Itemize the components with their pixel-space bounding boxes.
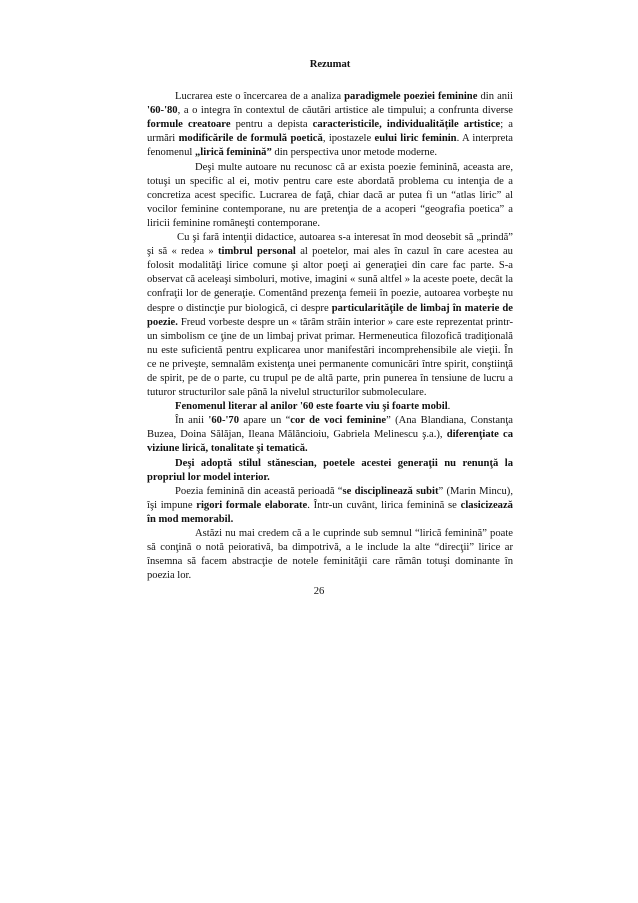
bold-run: particularităţile de limbaj în materie de poezie. bbox=[147, 302, 513, 328]
text-run: apare un “ bbox=[239, 415, 291, 427]
text-run: ; a urmări bbox=[147, 119, 513, 145]
text-run: pentru a depista bbox=[230, 119, 313, 131]
paragraph-choir bbox=[147, 414, 513, 456]
bold-run: '60-'80 bbox=[147, 105, 178, 117]
bold-run: eului liric feminin bbox=[374, 133, 457, 145]
text-run: . Într-un cuvânt, lirica feminină se bbox=[307, 499, 461, 511]
text-run: Poezia feminină din această perioadă “ bbox=[175, 485, 343, 497]
bold-run: clasicizează în mod memorabil. bbox=[147, 499, 513, 525]
bold-run: Deşi adoptă stilul stănescian, poetele acestei generaţii nu renunţă la propriul lor model interior. bbox=[147, 457, 513, 483]
text-run: Freud vorbeste despre un « tărâm străin interior » care este reprezentat printr-un simbolism ce ţine de un limbaj privat primar. Hermeneutica filozofică tradiţională nu este suficientă pentru explicarea unor manifestări incomprehensibile ale vieţii. În ce ne priveşte, semnalăm existenţa unei permanente comunicări între spirit, conştiinţă de spirit, pe de o parte, cu trupul pe de altă parte, prin punerea în tensiune de lucru a tuturor structurilor sale până la nivelul structurilor submoleculare. bbox=[147, 316, 513, 399]
bold-run: '60-'70 bbox=[208, 415, 240, 427]
text-run: , a o integra în contextul de căutări artistice ale timpului; a confrunta diverse bbox=[177, 105, 513, 117]
text-run: . bbox=[447, 401, 451, 413]
paragraph-specific bbox=[147, 161, 513, 231]
bold-run: Fenomenul literar al anilor '60 este foarte viu şi foarte mobil bbox=[175, 401, 448, 413]
bold-run: „lirică feminină” bbox=[194, 147, 272, 159]
text-run: din anii bbox=[477, 91, 513, 103]
text-run: , ipostazele bbox=[322, 133, 375, 145]
text-run: În anii bbox=[175, 415, 209, 427]
paragraph-discipline bbox=[147, 485, 513, 527]
bold-run: rigori formale elaborate bbox=[196, 499, 308, 511]
bold-run: modificările de formulă poetică bbox=[178, 133, 323, 145]
paragraph-phenomenon bbox=[147, 400, 513, 414]
text-run: . A interpreta fenomenul bbox=[147, 133, 513, 159]
text-run: Deşi multe autoare nu recunosc că ar exista poezie feminină, aceasta are, totuşi un specific al ei, motiv pentru care este abordată problema cu intenţia de a concretiza acest specific. Lucrarea de faţă, chiar dacă ar putea fi un “atlas liric” al vocilor feminine contemporane, nu are pretenţia de a acoperi “geografia poetica” a liricii feminine româneşti contemporane. bbox=[147, 161, 513, 229]
paragraph-model bbox=[147, 457, 513, 485]
paragraph-conclusion bbox=[147, 527, 513, 583]
paragraph-intro bbox=[147, 90, 513, 160]
text-run: din perspectiva unor metode moderne. bbox=[271, 147, 438, 159]
text-run: Astăzi nu mai credem că a le cuprinde sub semnul “lirică feminină” poate să conţină o notă peiorativă, ba dimpotrivă, a le include la alte “direcţii” lirice ar însemna să facem abstracţie de notele feminităţii care rămân totuşi dominante în poezia lor. bbox=[147, 528, 513, 582]
text-run: Cu şi fară intenţii didactice, autoarea s-a interesat în mod deosebit să „prindă” şi să « redea » bbox=[147, 232, 513, 258]
bold-run: cor de voci feminine bbox=[290, 415, 387, 427]
text-run: ” (Ana Blandiana, Constanţa Buzea, Doina Sălăjan, Ileana Mălăncioiu, Gabriela Melinescu ş.a.), bbox=[147, 415, 513, 441]
text-run: Lucrarea este o încercarea de a analiza bbox=[175, 91, 345, 103]
page-number: 26 bbox=[313, 586, 325, 597]
bold-run: formule creatoare bbox=[147, 119, 231, 131]
bold-run: se disciplinează subit bbox=[342, 485, 439, 497]
page-body bbox=[147, 58, 513, 583]
text-run: al poetelor, mai ales în cazul în care acestea au folosit modalităţi lirice comune şi altor poeţi ai generaţiei din care fac parte. S-a observat că aceleaşi simboluri, motive, imagini « sună altfel » la aceste poete, decât la confraţii lor de generaţie. Comentând prezenţa femeii în poezie, autoarea vorbeşte nu despre o distincţie pur biologică, ci despre bbox=[147, 246, 513, 314]
text-run: ” (Marin Mincu), îşi impune bbox=[147, 485, 513, 511]
bold-run: paradigmele poeziei feminine bbox=[344, 91, 478, 103]
page-title: Rezumat bbox=[309, 59, 351, 70]
bold-run: caracteristicile, individualitățile artistice bbox=[312, 119, 501, 131]
bold-run: diferenţiate ca viziune lirică, tonalitate şi tematică. bbox=[147, 429, 513, 455]
paragraph-timbre bbox=[147, 231, 513, 400]
bold-run: timbrul personal bbox=[217, 246, 296, 258]
